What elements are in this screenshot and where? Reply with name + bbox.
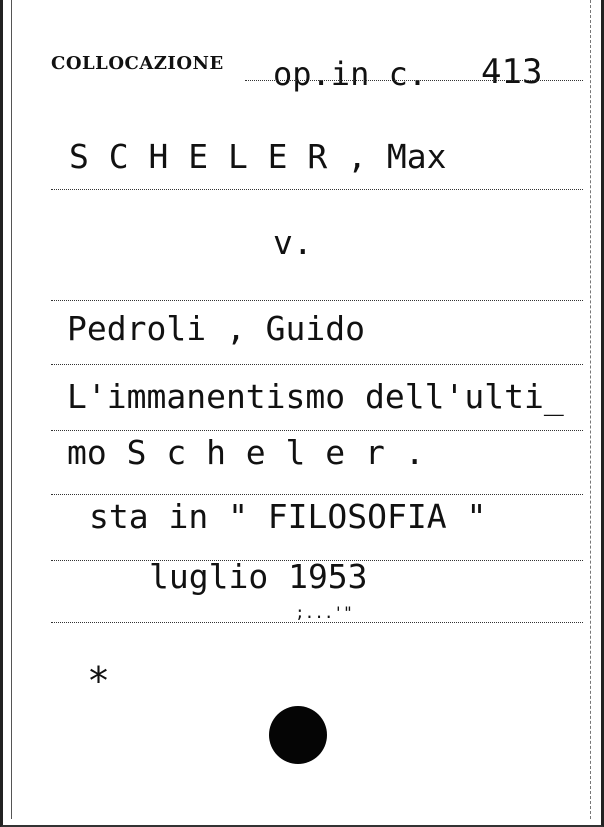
title-line-2: mo S c h e l e r . [67,433,425,472]
location-dotted-line [245,80,583,81]
critic-dotted-line [51,364,583,365]
title-line-1: L'immanentismo dell'ulti_ [67,377,564,416]
location-number: 413 [481,52,543,92]
stray-marks: ;...'" [295,603,353,622]
versus-dotted-line [51,300,583,301]
title-dotted-line-1 [51,430,583,431]
author-dotted-line [51,189,583,190]
author-name: S C H E L E R , Max [69,137,447,176]
location-label: COLLOCAZIONE [51,53,224,74]
asterisk-mark: * [89,659,108,703]
card-left-rule [11,0,12,819]
location-value: op.in c. [273,55,428,93]
title-dotted-line-2 [51,494,583,495]
date-dotted-line [51,622,583,623]
critic-name: Pedroli , Guido [67,309,366,348]
punch-hole [269,706,327,764]
publication-date: luglio 1953 [149,557,368,596]
card-right-rule [590,0,591,819]
source-reference: sta in " FILOSOFIA " [89,497,487,536]
versus-mark: v. [273,223,313,262]
